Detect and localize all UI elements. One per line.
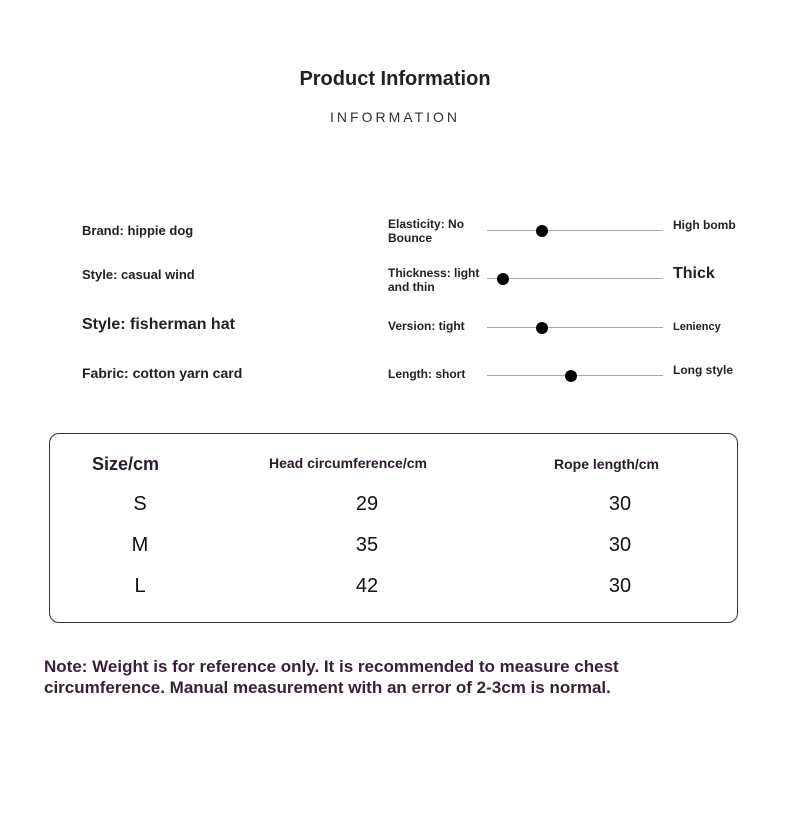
page-title: Product Information: [299, 68, 491, 90]
scale-left-label: Thickness: light and thin: [388, 266, 480, 294]
scale-right-label: Thick: [673, 265, 715, 282]
scale-right-label: High bomb: [673, 218, 736, 232]
scale-thickness: [0, 264, 790, 304]
table-cell: M: [131, 534, 149, 556]
scale-marker: [536, 225, 548, 237]
table-header-rope-length: Rope length/cm: [554, 456, 660, 472]
scale-track: [487, 278, 663, 279]
scale-left-label: Elasticity: No Bounce: [388, 217, 465, 245]
table-cell: 42: [355, 575, 379, 597]
scale-length: [0, 361, 790, 401]
attribute-brand: Brand: hippie dog: [82, 223, 194, 238]
measurement-note: Note: Weight is for reference only. It is recommended to measure chest circumference. Manual measurement with an error of 2-3cm is normal.: [44, 657, 619, 697]
attribute-style-type: Style: fisherman hat: [82, 316, 235, 333]
scale-version: [0, 312, 790, 352]
scale-marker: [565, 370, 577, 382]
table-cell: 30: [608, 493, 632, 515]
attribute-fabric: Fabric: cotton yarn card: [82, 365, 243, 381]
scale-marker: [536, 322, 548, 334]
table-cell: 35: [355, 534, 379, 556]
table-cell: 30: [608, 534, 632, 556]
attribute-style: Style: casual wind: [82, 267, 195, 282]
scale-track: [487, 327, 663, 328]
scale-track: [487, 230, 663, 231]
scale-left-label: Version: tight: [388, 319, 465, 333]
table-cell: 30: [608, 575, 632, 597]
scale-right-label: Long style: [673, 363, 734, 377]
page-subtitle: INFORMATION: [330, 109, 460, 125]
scale-marker: [497, 273, 509, 285]
table-cell: 29: [355, 493, 379, 515]
scale-elasticity: [0, 214, 790, 254]
scale-left-label: Length: short: [388, 367, 466, 381]
table-cell: S: [133, 493, 147, 515]
table-header-head-circumference: Head circumference/cm: [269, 455, 427, 471]
table-cell: L: [134, 575, 146, 597]
scale-right-label: Leniency: [673, 321, 721, 333]
table-header-size: Size/cm: [92, 454, 160, 474]
